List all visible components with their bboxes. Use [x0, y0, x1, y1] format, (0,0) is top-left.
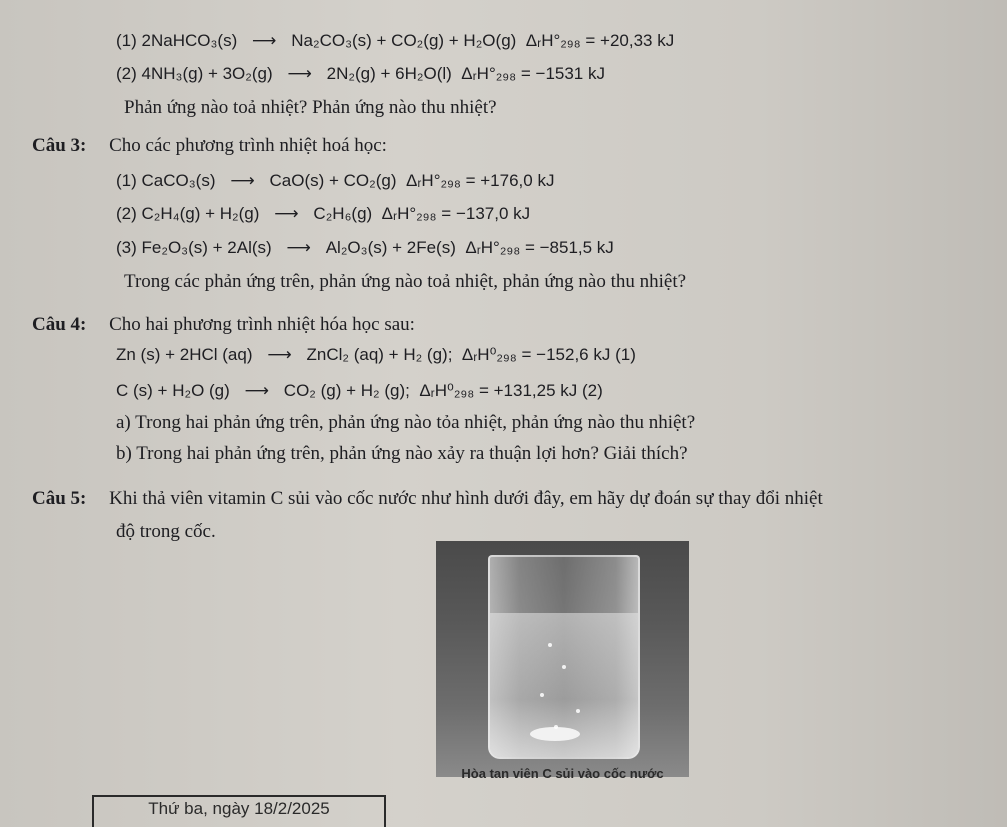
arrow-right-icon: ⟶: [252, 31, 277, 50]
reaction-number: (1): [116, 31, 137, 50]
q2-reaction-1: [116, 30, 674, 52]
vitamin-c-glass-photo: [436, 541, 689, 777]
q4-header: [32, 314, 415, 336]
date-footer: Thứ ba, ngày 18/2/2025: [92, 795, 386, 827]
products: CO₂ (g) + H₂ (g);: [283, 381, 410, 400]
arrow-right-icon: ⟶: [286, 238, 311, 257]
q4-part-a: a) Trong hai phản ứng trên, phản ứng nào tỏa nhiệt, phản ứng nào thu nhiệt?: [116, 412, 696, 433]
products: Na₂CO₃(s) + CO₂(g) + H₂O(g): [291, 31, 517, 50]
q2-reaction-2: [116, 63, 605, 85]
arrow-right-icon: ⟶: [230, 171, 255, 190]
q3-reaction-3: [116, 237, 614, 259]
enthalpy-change: ΔᵣH°₂₉₈ = −851,5 kJ: [465, 238, 614, 257]
vitamin-c-tablet: [530, 727, 580, 741]
photo-caption: Hòa tan viên C sủi vào cốc nước: [461, 766, 664, 781]
bubble: [548, 643, 552, 647]
bubble: [562, 665, 566, 669]
question-intro: Cho các phương trình nhiệt hoá học:: [109, 135, 387, 156]
enthalpy-change: ΔᵣH°₂₉₈ = −137,0 kJ: [381, 204, 531, 223]
bubble: [540, 693, 544, 697]
q5-text-continued: độ trong cốc.: [116, 521, 216, 542]
reaction-number: (3): [116, 238, 137, 257]
arrow-right-icon: ⟶: [287, 64, 312, 83]
q3-reaction-2: [116, 203, 530, 225]
bubble: [554, 725, 558, 729]
enthalpy-change: ΔᵣH⁰₂₉₈ = −152,6 kJ (1): [461, 345, 636, 364]
reaction-number: (2): [116, 204, 137, 223]
glass-of-water: [488, 555, 640, 759]
question-label: Câu 3:: [32, 135, 87, 156]
q3-header: [32, 135, 387, 157]
reactants: 4NH₃(g) + 3O₂(g): [141, 64, 273, 83]
reaction-number: (1): [116, 171, 137, 190]
arrow-right-icon: ⟶: [267, 345, 292, 364]
products: 2N₂(g) + 6H₂O(l): [326, 64, 452, 83]
products: ZnCl₂ (aq) + H₂ (g);: [306, 345, 453, 364]
enthalpy-change: ΔᵣH°₂₉₈ = +176,0 kJ: [405, 171, 555, 190]
bubble: [576, 709, 580, 713]
products: CaO(s) + CO₂(g): [269, 171, 397, 190]
reactants: C (s) + H₂O (g): [116, 381, 230, 400]
enthalpy-change: ΔᵣH°₂₉₈ = −1531 kJ: [461, 64, 605, 83]
q2-question: Phản ứng nào toả nhiệt? Phản ứng nào thu nhiệt?: [124, 97, 497, 118]
reactants: C₂H₄(g) + H₂(g): [141, 204, 260, 223]
products: C₂H₆(g): [313, 204, 373, 223]
question-text: Khi thả viên vitamin C sủi vào cốc nước như hình dưới đây, em hãy dự đoán sự thay đổi nhiệt: [109, 488, 823, 509]
water: [490, 613, 638, 757]
q4-reaction-2: [116, 380, 603, 402]
q4-reaction-1: [116, 344, 636, 366]
arrow-right-icon: ⟶: [274, 204, 299, 223]
enthalpy-change: ΔᵣH°₂₉₈ = +20,33 kJ: [525, 31, 675, 50]
question-intro: Cho hai phương trình nhiệt hóa học sau:: [109, 314, 415, 335]
reactants: 2NaHCO₃(s): [141, 31, 238, 50]
reactants: Fe₂O₃(s) + 2Al(s): [141, 238, 272, 257]
enthalpy-change: ΔᵣH⁰₂₉₈ = +131,25 kJ (2): [419, 381, 603, 400]
reaction-number: (2): [116, 64, 137, 83]
q3-reaction-1: [116, 170, 554, 192]
reactants: Zn (s) + 2HCl (aq): [116, 345, 253, 364]
arrow-right-icon: ⟶: [244, 381, 269, 400]
question-label: Câu 4:: [32, 314, 87, 335]
question-label: Câu 5:: [32, 488, 87, 509]
products: Al₂O₃(s) + 2Fe(s): [325, 238, 456, 257]
q4-part-b: b) Trong hai phản ứng trên, phản ứng nào xảy ra thuận lợi hơn? Giải thích?: [116, 443, 688, 464]
reactants: CaCO₃(s): [141, 171, 216, 190]
q5-header: [32, 488, 823, 510]
q3-question: Trong các phản ứng trên, phản ứng nào toả nhiệt, phản ứng nào thu nhiệt?: [124, 271, 687, 292]
